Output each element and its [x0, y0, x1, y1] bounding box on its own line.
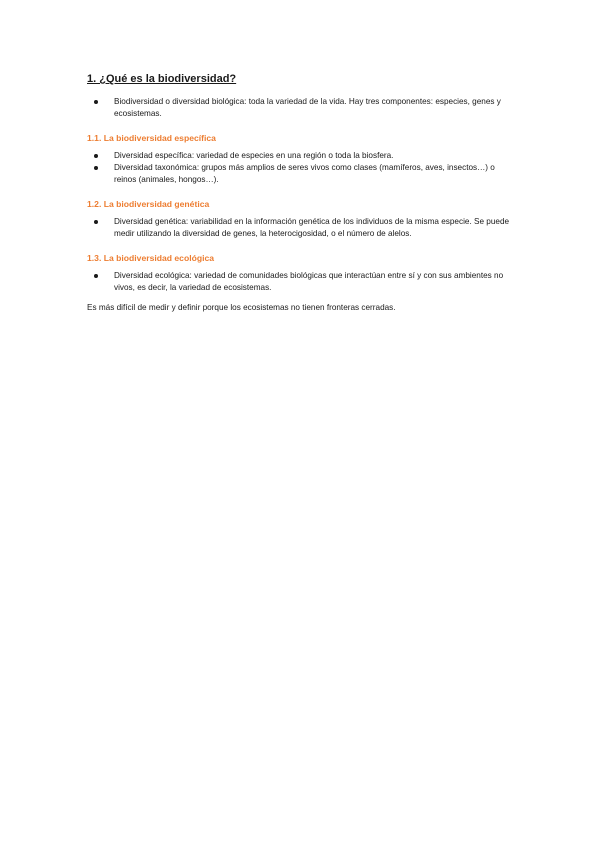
list-item-text: Diversidad taxonómica: grupos más amplios de seres vivos como clases (mamíferos, aves, insectos…) o reinos (animales, hongos…).: [114, 163, 495, 184]
genetic-bullet-list: [87, 216, 517, 240]
list-item: [87, 216, 517, 240]
bullet-icon: [94, 274, 98, 278]
list-item-text: Diversidad específica: variedad de especies en una región o toda la biosfera.: [114, 151, 394, 160]
bullet-icon: [94, 220, 98, 224]
list-item: [87, 150, 517, 162]
section-heading: 1. ¿Qué es la biodiversidad?: [87, 73, 237, 85]
list-item-text: Diversidad ecológica: variedad de comunidades biológicas que interactúan entre sí y con sus ambientes no vivos, es decir, la variedad de ecosistemas.: [114, 271, 504, 292]
document-content: [87, 72, 517, 314]
bullet-icon: [94, 166, 98, 170]
closing-paragraph: Es más difícil de medir y definir porque los ecosistemas no tienen fronteras cerradas.: [87, 303, 396, 312]
ecological-bullet-list: [87, 270, 517, 294]
subsection-heading-ecological: 1.3. La biodiversidad ecológica: [87, 253, 215, 263]
list-item-text: Biodiversidad o diversidad biológica: toda la variedad de la vida. Hay tres componentes: especies, genes y ecosistemas.: [114, 97, 501, 118]
list-item-text: Diversidad genética: variabilidad en la información genética de los individuos de la misma especie. Se puede medir utilizando la diversidad de genes, la heterocigosidad, o el número de alelos.: [114, 217, 510, 238]
subsection-heading-specific: 1.1. La biodiversidad específica: [87, 133, 216, 143]
list-item: [87, 96, 517, 120]
list-item: [87, 162, 517, 186]
bullet-icon: [94, 154, 98, 158]
intro-bullet-list: [87, 96, 517, 120]
list-item: [87, 270, 517, 294]
specific-bullet-list: [87, 150, 517, 186]
subsection-heading-genetic: 1.2. La biodiversidad genética: [87, 199, 210, 209]
bullet-icon: [94, 100, 98, 104]
